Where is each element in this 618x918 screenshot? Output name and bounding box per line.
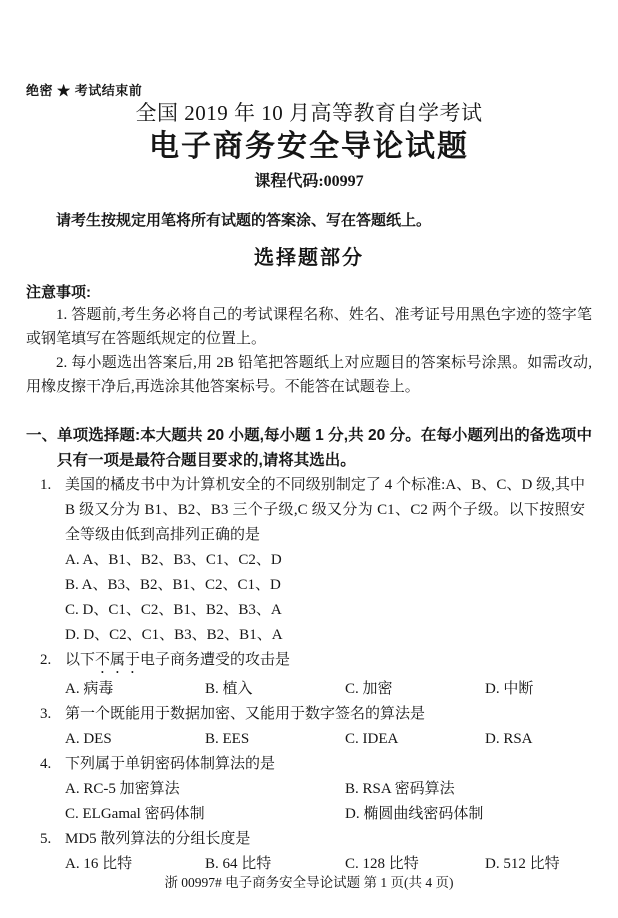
option-item-d: D. RSA [485, 731, 533, 747]
note-item-1: 1. 答题前,考生务必将自己的考试课程名称、姓名、准考证号用黑色字迹的签字笔或钢笔填写在答题纸规定的位置上。 [26, 307, 592, 347]
option-item-c: C. IDEA [345, 731, 399, 747]
question-stem: 第一个既能用于数据加密、又能用于数字签名的算法是 [65, 706, 426, 722]
classification-banner: 绝密 ★ 考试结束前 [26, 83, 143, 98]
option-item-c: C. D、C1、C2、B1、B2、B3、A [65, 602, 282, 618]
stem-text: 以下 [65, 652, 96, 668]
option-item-c: C. 加密 [345, 681, 393, 697]
option-item-d: D. D、C2、C1、B3、B2、B1、A [65, 627, 283, 643]
question-list [26, 473, 592, 877]
option-item-b: B. 64 比特 [205, 856, 272, 872]
option-item-d: D. 中断 [485, 681, 534, 697]
exam-title: 全国 2019 年 10 月高等教育自学考试 [135, 101, 483, 125]
note-item-2: 2. 每小题选出答案后,用 2B 铅笔把答题纸上对应题目的答案标号涂黑。如需改动,用橡皮擦干净后,再选涂其他答案标号。不能答在试题卷上。 [26, 355, 592, 395]
option-row [65, 777, 592, 802]
option-item-c: C. ELGamal 密码体制 [65, 806, 205, 822]
course-code: 课程代码:00997 [254, 173, 364, 190]
option-item-b: B. EES [205, 731, 250, 747]
option-item-a: A. 16 比特 [65, 856, 133, 872]
question-number: 3. [40, 706, 52, 722]
question-block-3 [26, 702, 592, 752]
paper-title: 电子商务安全导论试题 [149, 130, 469, 163]
option-item-d: D. 512 比特 [485, 856, 560, 872]
question-number: 5. [40, 831, 52, 847]
question-stem [65, 648, 585, 677]
stem-text: 电子商务遭受的攻击是 [140, 652, 291, 668]
option-item-a: A. DES [65, 731, 112, 747]
option-row [65, 802, 592, 827]
question-stem: 下列属于单钥密码体制算法的是 [65, 756, 276, 772]
answer-sheet-instruction: 请考生按规定用笔将所有试题的答案涂、写在答题纸上。 [56, 212, 432, 229]
option-item-a: A. A、B1、B2、B3、C1、C2、D [65, 552, 282, 568]
option-row [65, 677, 592, 702]
question-block-1 [26, 473, 592, 648]
question-block-5 [26, 827, 592, 877]
option-item-d: D. 椭圆曲线密码体制 [345, 806, 484, 822]
question-number: 1. [40, 477, 52, 493]
stem-emphasized-text: 不属于 [95, 652, 141, 668]
part-one-heading: 一、单项选择题:本大题共 20 小题,每小题 1 分,共 20 分。在每小题列出的备选项中只有一项是最符合题目要求的,请将其选出。 [26, 427, 592, 469]
page-footer: 浙 00997# 电子商务安全导论试题 第 1 页(共 4 页) [164, 875, 454, 890]
question-block-4 [26, 752, 592, 827]
notes-heading: 注意事项: [26, 284, 91, 301]
question-block-2 [26, 648, 592, 702]
question-stem: 美国的橘皮书中为计算机安全的不同级别制定了 4 个标准:A、B、C、D 级,其中 B 级又分为 B1、B2、B3 三个子级,C 级又分为 C1、C2 两个子级。以下按照安全等级由低到高排列正确的是 [65, 477, 585, 543]
section-title: 选择题部分 [254, 247, 364, 269]
option-item-a: A. 病毒 [65, 681, 114, 697]
option-row [65, 727, 592, 752]
option-item-b: B. RSA 密码算法 [345, 781, 455, 797]
option-list [65, 548, 592, 648]
option-item-b: B. A、B3、B2、B1、C2、C1、D [65, 577, 281, 593]
option-item-c: C. 128 比特 [345, 856, 419, 872]
option-item-b: B. 植入 [205, 681, 253, 697]
question-stem: MD5 散列算法的分组长度是 [65, 831, 251, 847]
option-item-a: A. RC-5 加密算法 [65, 781, 180, 797]
question-number: 4. [40, 756, 52, 772]
question-number: 2. [40, 652, 52, 668]
